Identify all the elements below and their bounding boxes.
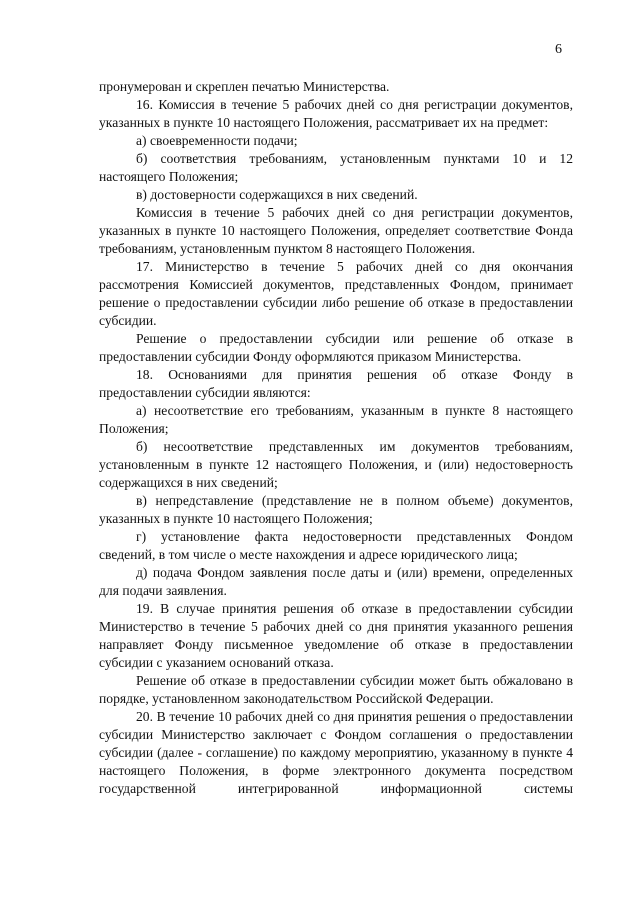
- paragraph-item-18: 18. Основаниями для принятия решения об отказе Фонду в предоставлении субсидии являются:: [99, 367, 573, 400]
- page-number: 6: [555, 42, 562, 57]
- paragraph-continuation: пронумерован и скреплен печатью Министерства.: [99, 79, 390, 94]
- paragraph-item-18-b: б) несоответствие представленных им документов требованиям, установленным в пункте 12 настоящего Положения, и (или) недостоверность содержащихся в них сведений;: [99, 439, 573, 490]
- paragraph-commission-check: Комиссия в течение 5 рабочих дней со дня регистрации документов, указанных в пункте 10 настоящего Положения, определяет соответствие Фонда требованиям, установленным пунктом 8 настоящего Положения.: [99, 205, 573, 256]
- paragraph-item-17: 17. Министерство в течение 5 рабочих дней со дня окончания рассмотрения Комиссией документов, представленных Фондом, принимает решение о предоставлении субсидии либо решение об отказе в предоставлении субсидии.: [99, 259, 573, 328]
- paragraph-item-16: 16. Комиссия в течение 5 рабочих дней со дня регистрации документов, указанных в пункте 10 настоящего Положения, рассматривает их на предмет:: [99, 97, 573, 130]
- paragraph-item-16-a: а) своевременности подачи;: [136, 133, 298, 148]
- paragraph-item-18-a: а) несоответствие его требованиям, указанным в пункте 8 настоящего Положения;: [99, 403, 573, 436]
- paragraph-decision-order: Решение о предоставлении субсидии или решение об отказе в предоставлении субсидии Фонду оформляются приказом Министерства.: [99, 331, 573, 364]
- paragraph-item-16-b: б) соответствия требованиям, установленным пунктами 10 и 12 настоящего Положения;: [99, 151, 573, 184]
- paragraph-appeal: Решение об отказе в предоставлении субсидии может быть обжаловано в порядке, установленном законодательством Российской Федерации.: [99, 673, 573, 706]
- paragraph-item-18-g: г) установление факта недостоверности представленных Фондом сведений, в том числе о месте нахождения и адресе юридического лица;: [99, 529, 573, 562]
- paragraph-item-18-v: в) непредставление (представление не в полном объеме) документов, указанных в пункте 10 настоящего Положения;: [99, 493, 573, 526]
- paragraph-item-20: 20. В течение 10 рабочих дней со дня принятия решения о предоставлении субсидии Министерство заключает с Фондом соглашения о предоставлении субсидии (далее - соглашение) по каждому мероприятию, указанному в пункте 4 настоящего Положения, в форме электронного документа посредством государственной интегрированной информационной системы: [99, 709, 573, 796]
- document-body: [99, 78, 573, 798]
- paragraph-item-19: 19. В случае принятия решения об отказе в предоставлении субсидии Министерство в течение 5 рабочих дней со дня принятия указанного решения направляет Фонду письменное уведомление об отказе в предоставлении субсидии с указанием оснований отказа.: [99, 601, 573, 670]
- paragraph-item-16-v: в) достоверности содержащихся в них сведений.: [136, 187, 418, 202]
- paragraph-item-18-d: д) подача Фондом заявления после даты и (или) времени, определенных для подачи заявления.: [99, 565, 573, 598]
